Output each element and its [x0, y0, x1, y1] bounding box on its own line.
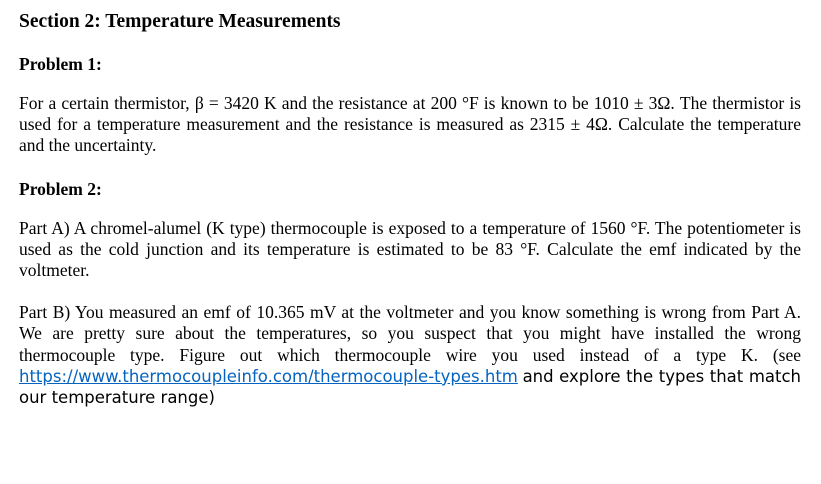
- part-b-text: Part B) You measured an emf of 10.365 mV at the voltmeter and you know something is wrong from Part A. We are pretty sure about the temperatures, so you suspect that you might have installed the wrong thermocouple type. Figure out which thermocouple wire you used instead of a type K.: [19, 302, 801, 365]
- problem-1-title: Problem 1:: [19, 54, 102, 74]
- problem-2-title: Problem 2:: [19, 178, 102, 199]
- part-b-see: (see: [772, 344, 802, 365]
- problem-1-text: For a certain thermistor, β = 3420 K and the resistance at 200 °F is known to be 1010 ± 3Ω. The thermistor is used for a temperature measurement and the resistance is measured as 2315 ± 4Ω. Calculate the temperature and the uncertainty.: [19, 93, 801, 156]
- thermocouple-types-link[interactable]: https://www.thermocoupleinfo.com/thermocouple-types.htm: [19, 366, 518, 386]
- problem-2-part-a: Part A) A chromel-alumel (K type) thermocouple is exposed to a temperature of 1560 °F. The potentiometer is used as the cold junction and its temperature is estimated to be 83 °F. Calculate the emf indicated by the voltmeter.: [19, 217, 801, 281]
- part-b-tail: and explore the types that match our temperature range): [19, 366, 802, 408]
- section-title: Section 2: Temperature Measurements: [19, 11, 341, 32]
- problem-2-part-b: [19, 302, 801, 408]
